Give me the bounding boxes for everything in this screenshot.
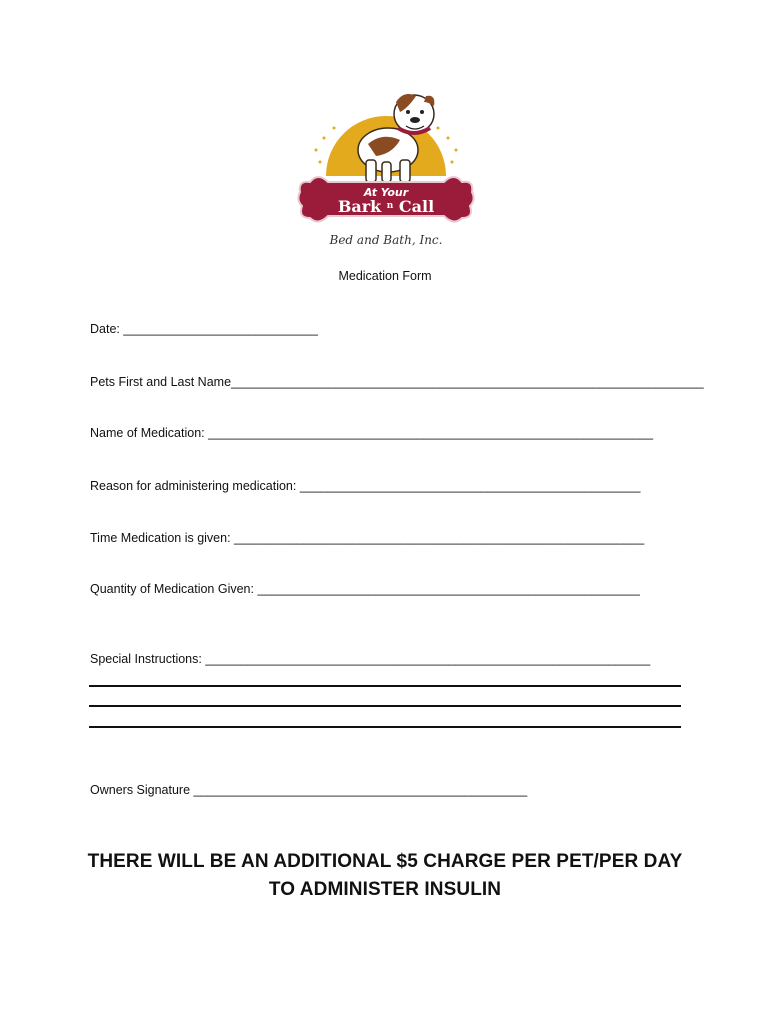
pet-name-field[interactable]: Pets First and Last Name____________________________________________________________________ [90,375,704,389]
special-instructions-field[interactable]: Special Instructions: ________________________________________________________________ [90,652,651,666]
quantity-field[interactable]: Quantity of Medication Given: _______________________________________________________ [90,582,640,596]
instructions-line[interactable] [89,685,681,687]
instructions-line[interactable] [89,726,681,728]
form-title: Medication Form [338,269,432,283]
svg-text:Bark n Call [338,193,434,216]
instructions-line[interactable] [89,705,681,707]
company-logo [296,88,476,250]
insulin-charge-notice [0,848,770,904]
notice-line-2: TO ADMINISTER INSULIN [268,879,502,900]
time-given-field[interactable]: Time Medication is given: ___________________________________________________________ [90,531,645,545]
medication-name-field[interactable]: Name of Medication: ________________________________________________________________ [90,426,654,440]
logo-line2-n: n [386,201,394,211]
reason-field[interactable]: Reason for administering medication: _________________________________________________ [90,479,641,493]
logo-line2-call: Call [398,197,435,216]
logo-line2-bark: Bark [337,197,382,216]
date-field[interactable]: Date: ____________________________ [90,322,319,336]
owner-signature-field[interactable]: Owners Signature ________________________________________________ [90,783,528,797]
bulldog-logo-icon [296,88,476,250]
notice-line-1: THERE WILL BE AN ADDITIONAL $5 CHARGE PER PET/PER DAY [87,851,683,872]
logo-line1: At Your [363,186,409,199]
logo-subtitle: Bed and Bath, Inc. [329,233,443,247]
